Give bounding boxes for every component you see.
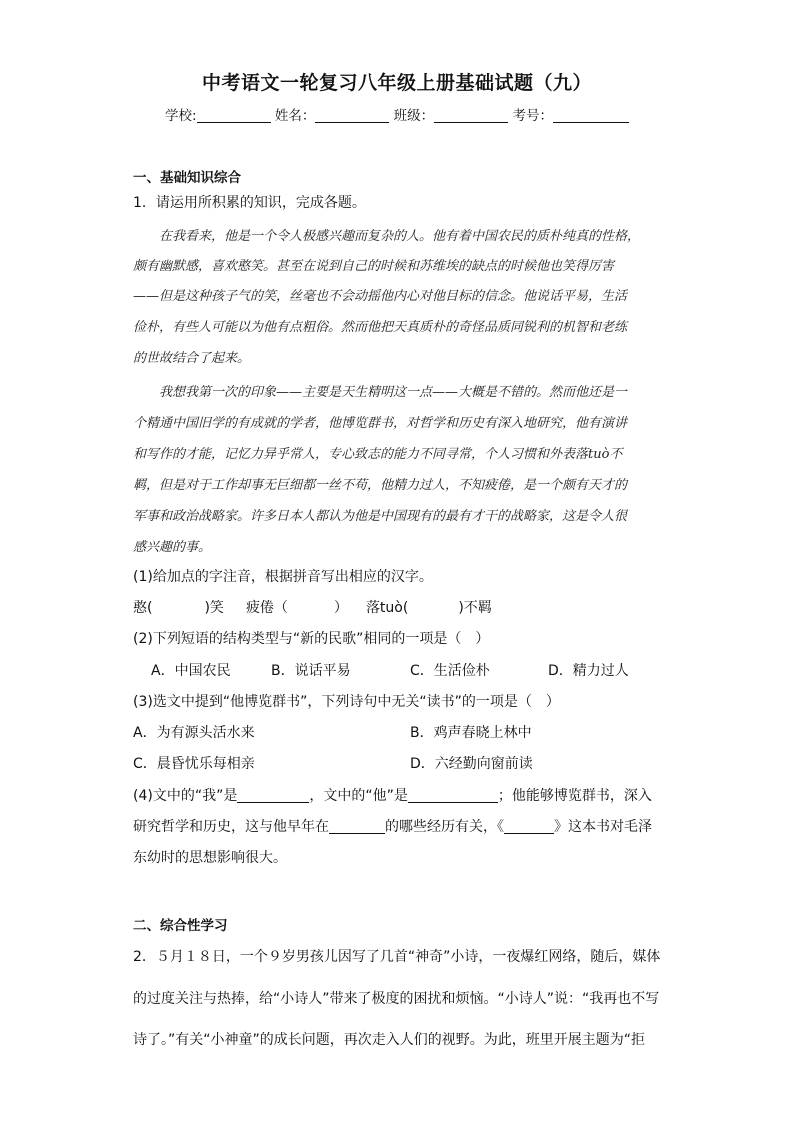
sub-question-1-blanks: 憨( )笑 疲倦（ ） 落tuò( )不羁 bbox=[133, 600, 492, 616]
option-d[interactable]: D．六经勤向窗前读 bbox=[410, 756, 533, 772]
section-heading-comprehensive: 二、综合性学习 bbox=[133, 918, 228, 934]
option-b[interactable]: B．说话平易 bbox=[271, 663, 351, 679]
answer-blank[interactable] bbox=[237, 788, 309, 803]
school-field[interactable] bbox=[197, 108, 271, 123]
passage-line: 感兴趣的事。 bbox=[133, 540, 212, 555]
passage-line: 羁，但是对于工作却事无巨细都一丝不苟，他精力过人，不知疲倦，是一个颇有天才的 bbox=[133, 478, 628, 493]
passage-line: 和写作的才能，记忆力异乎常人，专心致志的能力不同寻常，个人习惯和外表落tuò不 bbox=[133, 447, 623, 462]
option-a[interactable]: A．中国农民 bbox=[151, 663, 231, 679]
answer-blank[interactable] bbox=[329, 819, 385, 834]
passage-line: 俭朴，有些人可能以为他有点粗俗。然而他把天真质朴的奇怪品质同锐利的机智和老练 bbox=[133, 320, 628, 335]
answer-blank[interactable] bbox=[408, 788, 498, 803]
question-2-line: 的过度关注与热捧，给“小诗人”带来了极度的困扰和烦恼。“小诗人”说：“我再也不写 bbox=[133, 991, 660, 1007]
student-info-line bbox=[0, 104, 794, 124]
answer-blank[interactable] bbox=[504, 819, 554, 834]
question-2-line: 诗了。”有关“小神童”的成长问题，再次走入人们的视野。为此，班里开展主题为“拒 bbox=[133, 1032, 646, 1048]
exam-number-label: 考号： bbox=[512, 108, 553, 124]
option-a[interactable]: A．为有源头活水来 bbox=[133, 725, 255, 741]
passage-line: 在我看来，他是一个令人极感兴趣而复杂的人。他有着中国农民的质朴纯真的性格， bbox=[159, 229, 641, 244]
exam-number-field[interactable] bbox=[553, 108, 629, 123]
sub-question-4-line2: 研究哲学和历史，这与他早年在 的哪些经历有关，《 》这本书对毛泽 bbox=[133, 819, 652, 835]
question-1-stem: 1．请运用所积累的知识，完成各题。 bbox=[133, 195, 366, 211]
option-c[interactable]: C．生活俭朴 bbox=[410, 663, 490, 679]
sub-question-3: (3)选文中提到“他博览群书”，下列诗句中无关“读书”的一项是（ ） bbox=[133, 694, 560, 710]
school-label: 学校: bbox=[165, 108, 197, 124]
sub-question-4-line1: (4)文中的“我”是 ，文中的“他”是 ；他能够博览群书，深入 bbox=[133, 788, 652, 804]
name-label: 姓名： bbox=[274, 108, 316, 124]
page-title: 中考语文一轮复习八年级上册基础试题（九） bbox=[201, 72, 592, 94]
passage-line: 军事和政治战略家。许多日本人都认为他是中国现有的最有才干的战略家，这是令人很 bbox=[133, 509, 628, 524]
class-field[interactable] bbox=[434, 108, 508, 123]
class-label: 班级： bbox=[393, 108, 435, 124]
option-d[interactable]: D．精力过人 bbox=[548, 663, 629, 679]
section-heading-basic: 一、基础知识综合 bbox=[133, 170, 241, 186]
passage-line: 个精通中国旧学的有成就的学者，他博览群书，对哲学和历史有深入地研究，他有演讲 bbox=[133, 416, 628, 431]
passage-line: 颇有幽默感，喜欢憨笑。甚至在说到自己的时候和苏维埃的缺点的时候他也笑得厉害 bbox=[133, 259, 615, 274]
passage-line: ——但是这种孩子气的笑，丝毫也不会动摇他内心对他目标的信念。他说话平易，生活 bbox=[133, 289, 628, 304]
sub-question-4-line3: 东幼时的思想影响很大。 bbox=[133, 850, 287, 866]
name-field[interactable] bbox=[315, 108, 389, 123]
sub-question-2: (2)下列短语的结构类型与“新的民歌”相同的一项是（ ） bbox=[133, 631, 490, 647]
option-b[interactable]: B．鸡声春晓上林中 bbox=[410, 725, 532, 741]
passage-line: 我想我第一次的印象——主要是天生精明这一点——大概是不错的。然而他还是一 bbox=[159, 385, 628, 400]
option-c[interactable]: C．晨昏忧乐每相亲 bbox=[133, 756, 255, 772]
question-2-line: 2．５月１８日，一个９岁男孩儿因写了几首“神奇”小诗，一夜爆红网络，随后，媒体 bbox=[133, 949, 661, 965]
passage-line: 的世故结合了起来。 bbox=[133, 351, 251, 366]
sub-question-1: (1)给加点的字注音，根据拼音写出相应的汉字。 bbox=[133, 569, 433, 585]
